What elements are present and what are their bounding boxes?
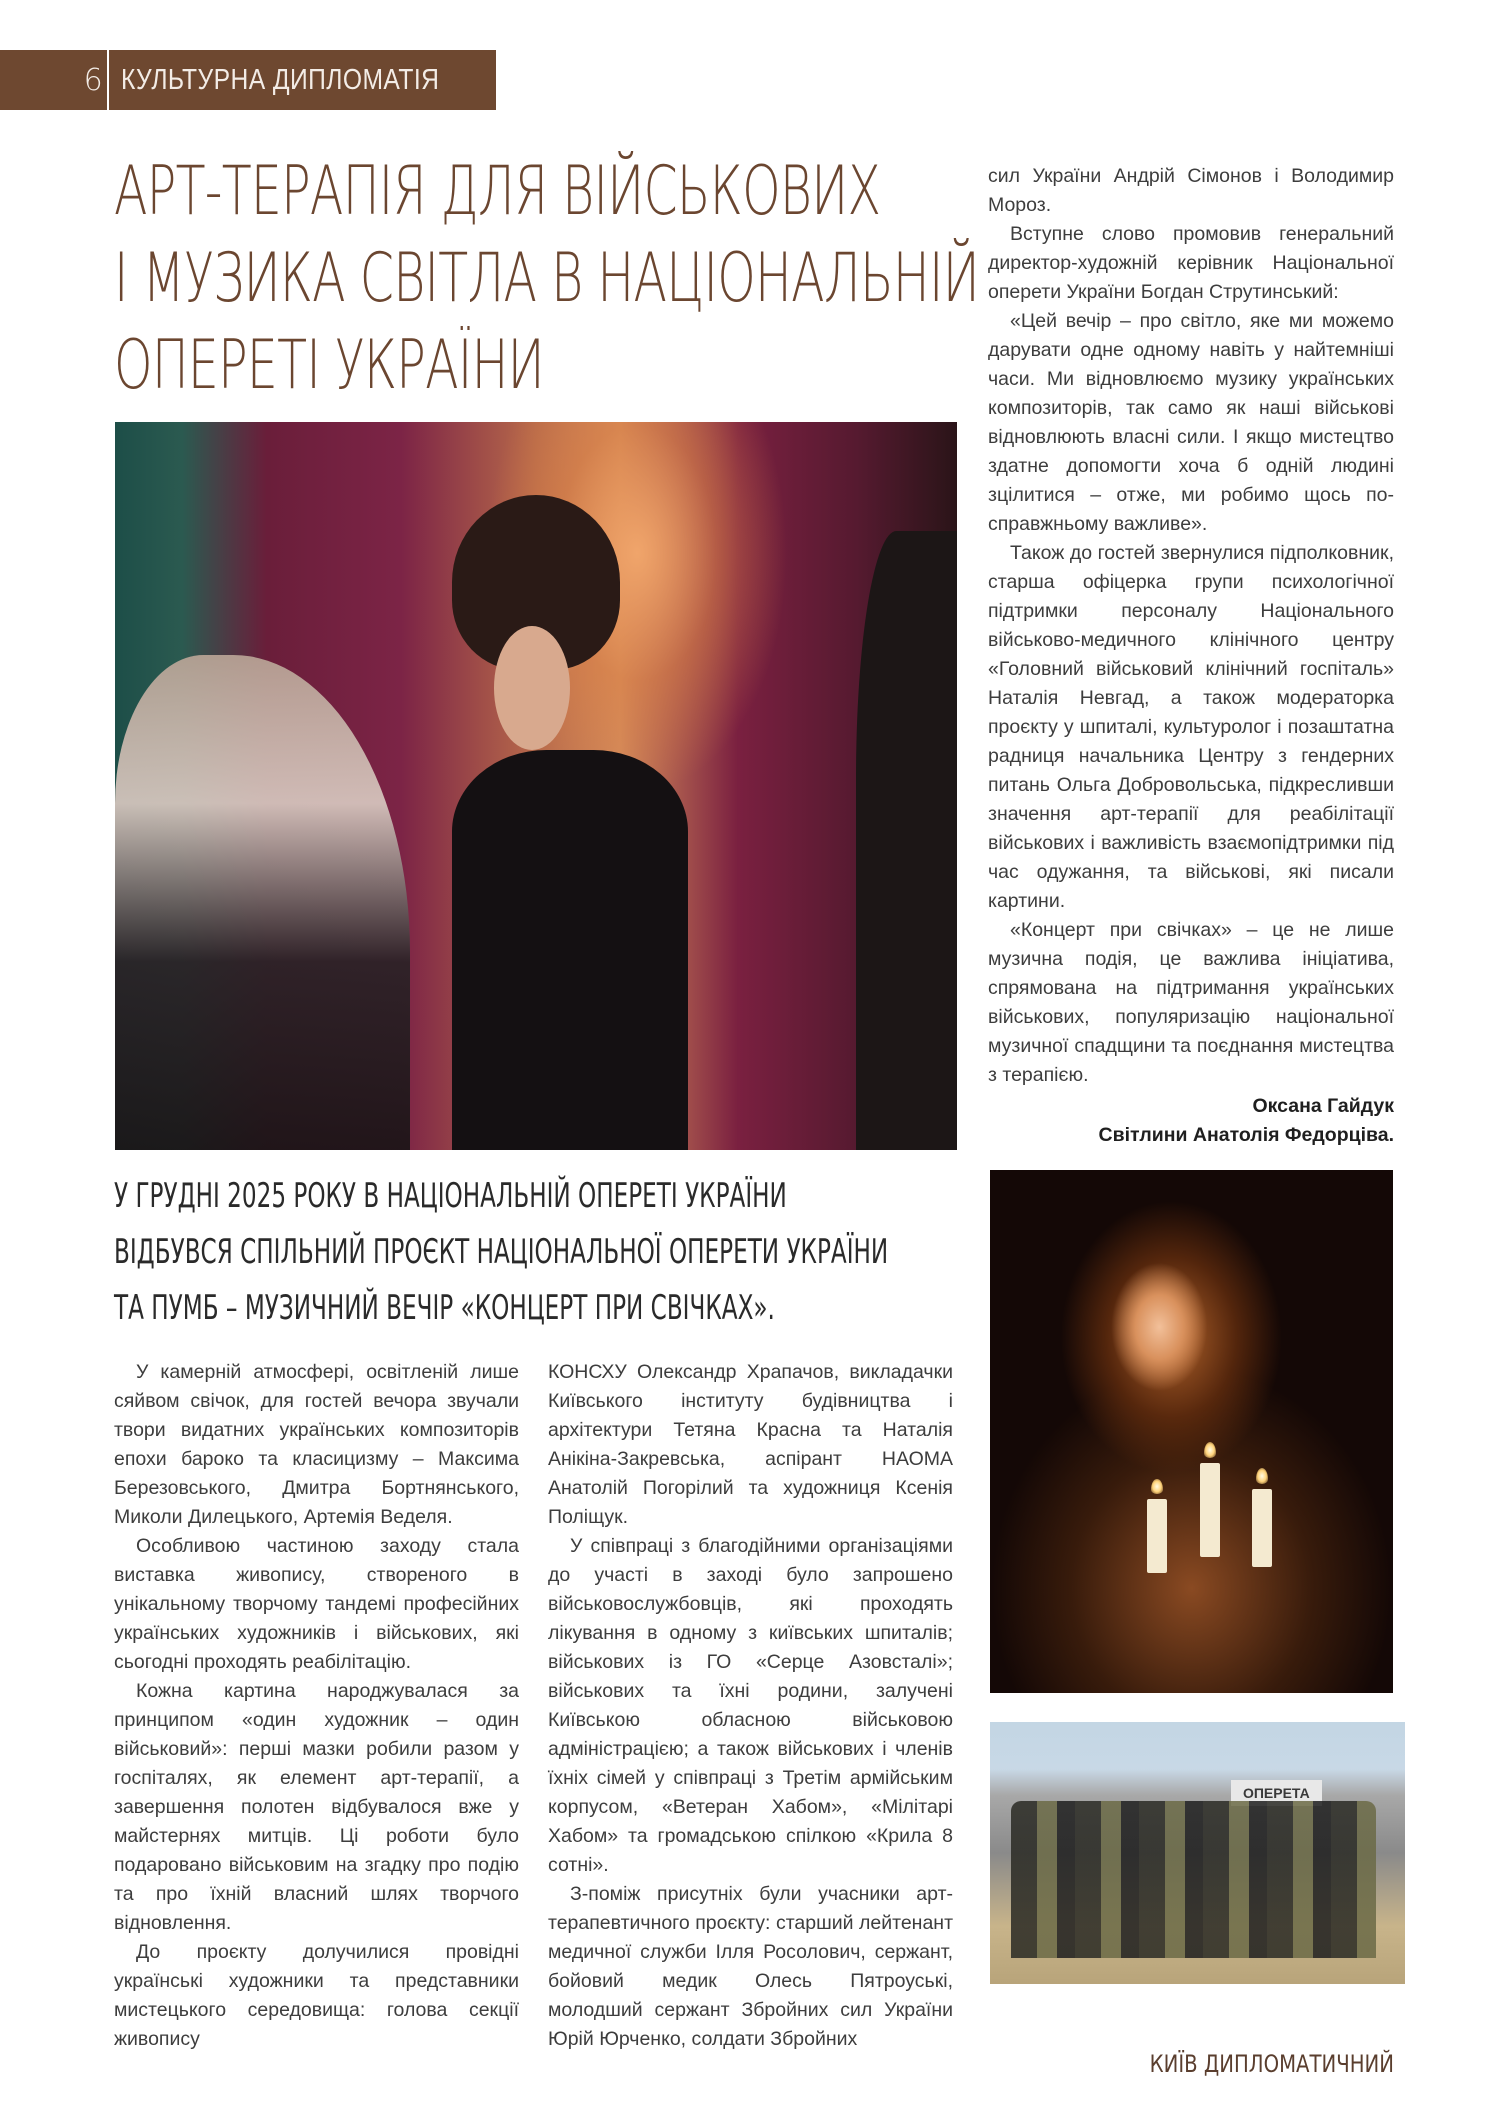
paragraph: До проєкту долучилися провідні українські художники та представники мистецького середовища: голова секції живопису bbox=[114, 1941, 519, 2050]
article-column-3 bbox=[988, 162, 1394, 1090]
paragraph: Вступне слово промовив генеральний директор-художній керівник Національної оперети України Богдан Струтинський: bbox=[988, 223, 1394, 303]
candle-center bbox=[1200, 1463, 1220, 1557]
article-column-2 bbox=[548, 1358, 953, 2054]
article-title-line: І МУЗИКА СВІТЛА В НАЦІОНАЛЬНІЙ bbox=[114, 239, 979, 318]
photo-singer-face bbox=[494, 626, 570, 750]
photo-participants bbox=[1011, 1801, 1376, 1958]
paragraph: «Цей вечір – про світло, яке ми можемо дарувати одне одному навіть у найтемніші часи. Ми відновлюємо музику українських композиторів, так само як наші військові відновлюють власні сили. І якщо мистецтво здатне допомогти хоча б одній людині зцілитися – отже, ми робимо щось по-справжньому важливе». bbox=[988, 310, 1394, 535]
candle-flame bbox=[1256, 1468, 1268, 1484]
byline-photo-credit: Світлини Анатолія Федорціва. bbox=[1098, 1124, 1394, 1146]
article-title-line: АРТ-ТЕРАПІЯ ДЛЯ ВІЙСЬКОВИХ bbox=[114, 152, 881, 231]
paragraph: Також до гостей звернулися підполковник, старша офіцерка групи психологічної підтримки персоналу Національного військово-медичного клінічного центру «Головний військовий клінічний госпіталь» Наталія Невгад, а також модераторка проєкту у шпиталі, культуролог і позаштатна радниця начальника Центру з гендерних питань Ольга Добровольська, підкресливши значення арт-терапії для реабілітації військових і важливість взаємопідтримки під час одужання, та військові, які писали картини. bbox=[988, 542, 1394, 912]
candle-flame bbox=[1204, 1442, 1216, 1458]
byline-author: Оксана Гайдук bbox=[1252, 1095, 1394, 1117]
section-title: КУЛЬТУРНА ДИПЛОМАТІЯ bbox=[121, 63, 440, 96]
operetta-sign: ОПЕРЕТА bbox=[1231, 1780, 1322, 1806]
candle-flame bbox=[1151, 1479, 1163, 1495]
article-column-1 bbox=[114, 1358, 519, 2054]
publication-footer: КИЇВ ДИПЛОМАТИЧНИЙ bbox=[1149, 2050, 1394, 2078]
photo-orchestra-players bbox=[115, 655, 410, 1150]
paragraph: У співпраці з благодійними організаціями до участі в заході було запрошено військовослужбовців, які проходять лікування в одному з київських шпиталів; військових із ГО «Серце Азовсталі»; військових та їхні родини, залучені Київською обласною військовою адміністрацією; а також військових і членів їхніх сімей у співпраці з Третім армійським корпусом, «Ветеран Хабом», «Мілітарі Хабом» та громадською спілкою «Крила 8 сотні». bbox=[548, 1535, 953, 1876]
header-divider bbox=[107, 50, 110, 110]
candle-left bbox=[1147, 1499, 1167, 1572]
paragraph: У камерній атмосфері, освітленій лише сяйвом свічок, для гостей вечора звучали твори видатних українських композиторів епохи бароко та класицизму – Максима Березовського, Дмитра Бортнянського, Миколи Дилецького, Артемія Веделя. bbox=[114, 1361, 519, 1528]
section-header-bar bbox=[0, 50, 496, 110]
paragraph: сил України Андрій Сімонов і Володимир Мороз. bbox=[988, 165, 1394, 216]
paragraph: З-поміж присутніх були учасники арт-терапевтичного проєкту: старший лейтенант медичної служби Ілля Росолович, сержант, бойовий медик Олесь Пятроуські, молодший сержант Збройних сил України Юрій Юрченко, солдати Збройних bbox=[548, 1883, 953, 2050]
candle-photo bbox=[990, 1170, 1393, 1693]
byline bbox=[1099, 1092, 1394, 1150]
lead-line: У ГРУДНІ 2025 РОКУ В НАЦІОНАЛЬНІЙ ОПЕРЕТІ УКРАЇНИ bbox=[114, 1176, 787, 1216]
lead-line: ТА ПУМБ – МУЗИЧНИЙ ВЕЧІР «КОНЦЕРТ ПРИ СВІЧКАХ». bbox=[114, 1288, 775, 1328]
photo-singer-dress bbox=[452, 750, 688, 1150]
article-title bbox=[114, 148, 979, 409]
paragraph: КОНСХУ Олександр Храпачов, викладачки Київського інституту будівництва і архітектури Тетяна Красна та Наталія Анікіна-Закревська, аспірант НАОМА Анатолій Погорілий та художниця Ксенія Поліщук. bbox=[548, 1361, 953, 1528]
paragraph: Особливою частиною заходу стала виставка живопису, створеного в унікальному творчому тандемі професійних українських художників і військових, які сьогодні проходять реабілітацію. bbox=[114, 1535, 519, 1673]
main-photo-singer bbox=[115, 422, 957, 1150]
paragraph: «Концерт при свічках» – це не лише музична подія, це важлива ініціатива, спрямована на підтримання українських військових, популяризацію національної музичної спадщини та поєднання мистецтва з терапією. bbox=[988, 919, 1394, 1086]
page-number: 6 bbox=[83, 62, 103, 98]
lead-line: ВІДБУВСЯ СПІЛЬНИЙ ПРОЄКТ НАЦІОНАЛЬНОЇ ОПЕРЕТИ УКРАЇНИ bbox=[114, 1232, 889, 1272]
group-photo bbox=[990, 1722, 1405, 1984]
paragraph: Кожна картина народжувалася за принципом «один художник – один військовий»: перші мазки робили разом у госпіталях, як елемент арт-терапії, а завершення полотен відбувалося вже у майстернях митців. Ці роботи було подаровано військовим на згадку про подію та про їхній власний шлях творчого відновлення. bbox=[114, 1680, 519, 1934]
candle-right bbox=[1252, 1489, 1272, 1567]
photo-conductor bbox=[856, 531, 957, 1150]
article-title-line: ОПЕРЕТІ УКРАЇНИ bbox=[114, 326, 544, 405]
article-lead bbox=[114, 1168, 889, 1336]
